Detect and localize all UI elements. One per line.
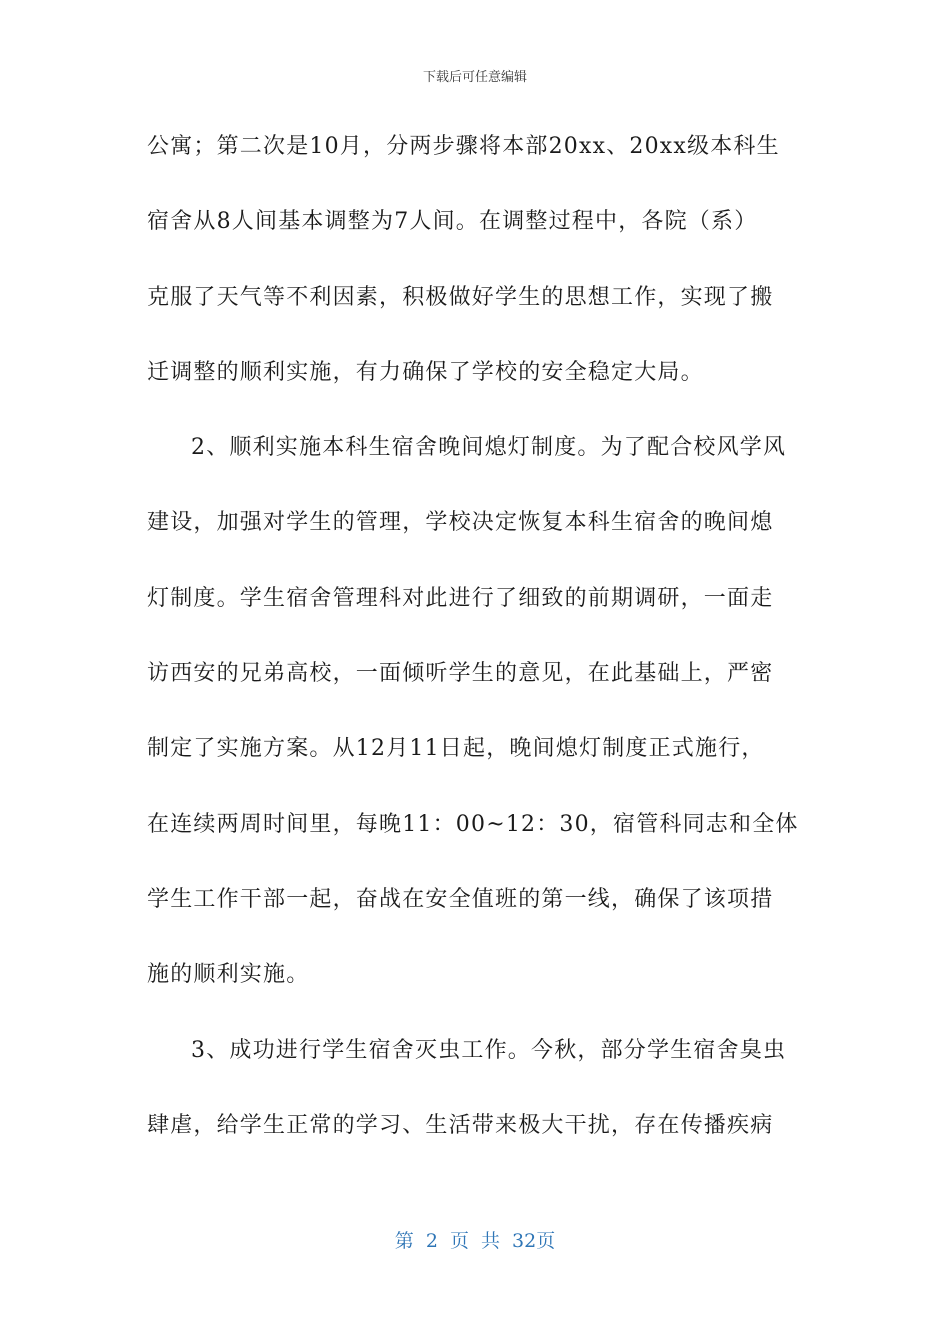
page-header: 下载后可任意编辑	[422, 70, 527, 85]
body-line: 制定了实施方案。从12月11日起，晚间熄灯制度正式施行，	[147, 736, 765, 762]
page-number-footer: 第 2 页 共 32页	[394, 1230, 556, 1252]
body-line: 公寓；第二次是10月，分两步骤将本部20xx、20xx级本科生	[147, 134, 780, 159]
body-line: 宿舍从8人间基本调整为7人间。在调整过程中，各院（系）	[147, 209, 758, 235]
body-line: 建设，加强对学生的管理，学校决定恢复本科生宿舍的晚间熄	[147, 510, 774, 536]
body-line: 访西安的兄弟高校，一面倾听学生的意见，在此基础上，严密	[147, 661, 774, 687]
body-line: 迁调整的顺利实施，有力确保了学校的安全稳定大局。	[147, 359, 704, 385]
body-line: 在连续两周时间里，每晚11：00~12：30，宿管科同志和全体	[147, 811, 799, 837]
paragraph-start-line: 3、成功进行学生宿舍灭虫工作。今秋，部分学生宿舍臭虫	[191, 1037, 787, 1063]
body-line: 学生工作干部一起，奋战在安全值班的第一线，确保了该项措	[147, 886, 774, 912]
document-body	[147, 128, 807, 1182]
paragraph-start-line: 2、顺利实施本科生宿舍晚间熄灯制度。为了配合校风学风	[191, 435, 787, 461]
body-line: 克服了天气等不利因素，积极做好学生的思想工作，实现了搬	[147, 284, 774, 310]
body-line: 灯制度。学生宿舍管理科对此进行了细致的前期调研，一面走	[147, 585, 774, 611]
body-line: 肆虐，给学生正常的学习、生活带来极大干扰，存在传播疾病	[147, 1112, 774, 1138]
body-line: 施的顺利实施。	[147, 962, 310, 988]
